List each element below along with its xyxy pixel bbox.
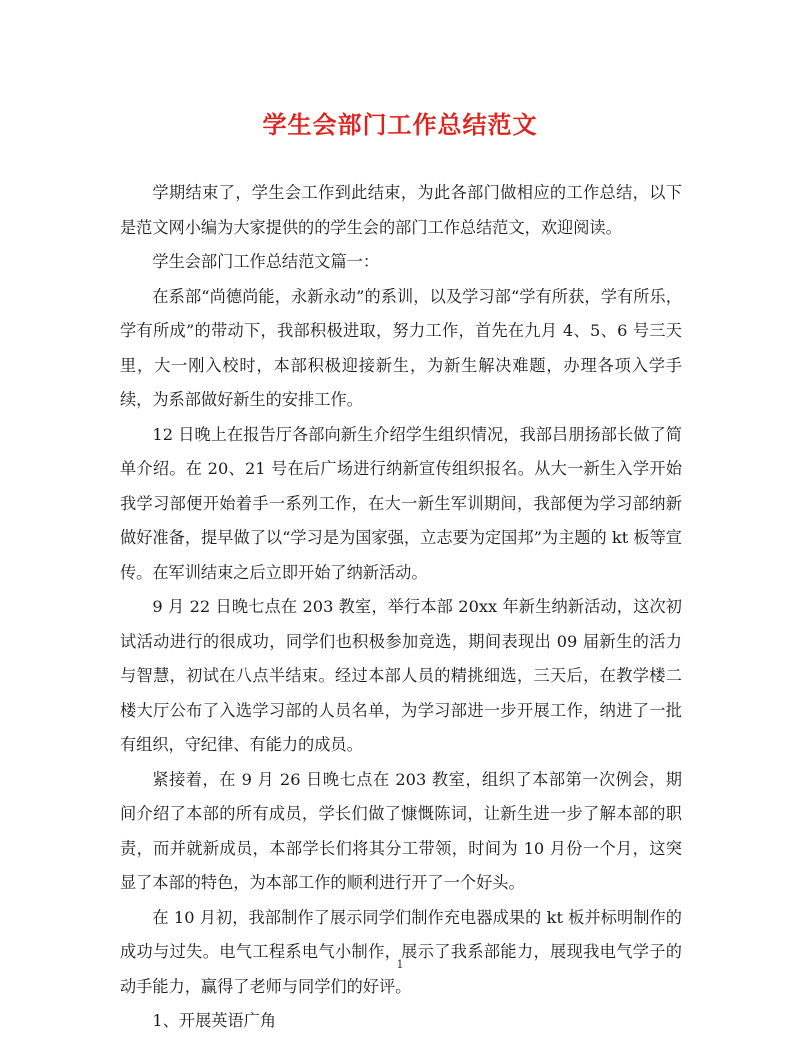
paragraph-recruitment-promotion: 12 日晚上在报告厅各部向新生介绍学生组织情况，我部吕朋扬部长做了简单介绍。在 20、21 号在后广场进行纳新宣传组织报名。从大一新生入学开始我学习部便开始着手一系列工作，在大一新生军训期间，我部便为学习部纳新做好准备，提早做了以“学习是为国家强，立志要为定国邦”为主题的 kt 板等宣传。在军训结束之后立即开始了纳新活动。 [120, 424, 682, 582]
paragraph-recruitment-event: 9 月 22 日晚七点在 203 教室，举行本部 20xx 年新生纳新活动，这次初试活动进行的很成功，同学们也积极参加竞选，期间表现出 09 届新生的活力与智慧，初试在八点半结束。经过本部人员的精挑细选，三天后，在教学楼二楼大厅公布了入选学习部的人员名单，为学习部进一步开展工作，纳进了一批有组织，守纪律、有能力的成员。 [120, 597, 682, 754]
paragraph-welcome-new-students: 在系部“尚德尚能，永新永动”的系训，以及学习部“学有所获，学有所乐，学有所成”的带动下，我部积极进取，努力工作，首先在九月 4、5、6 号三天里，大一刚入校时，本部积极迎接新生，为新生解决难题，办理各项入学手续，为系部做好新生的安排工作。 [120, 286, 682, 409]
paragraph-first-meeting: 紧接着，在 9 月 26 日晚七点在 203 教室，组织了本部第一次例会，期间介绍了本部的所有成员，学长们做了慷慨陈词，让新生进一步了解本部的职责，而并就新成员，本部学长们将其分工带领，时间为 10 月份一个月，这突显了本部的特色，为本部工作的顺利进行开了一个好头。 [120, 769, 682, 892]
paragraph-intro: 学期结束了，学生会工作到此结束，为此各部门做相应的工作总结，以下是范文网小编为大家提供的的学生会的部门工作总结范文，欢迎阅读。 [120, 183, 682, 237]
document-body [120, 176, 682, 1039]
paragraph-section-heading: 学生会部门工作总结范文篇一： [152, 252, 380, 271]
page-number: 1 [396, 958, 404, 971]
document-title: 学生会部门工作总结范文 [262, 110, 538, 139]
paragraph-october-exhibition: 在 10 月初，我部制作了展示同学们制作充电器成果的 kt 板并标明制作的成功与过失。电气工程系电气小制作，展示了我系部能力，展现我电气学子的动手能力，赢得了老师与同学们的好评。 [120, 907, 682, 996]
paragraph-english-corner: 1、开展英语广角 [152, 1011, 277, 1030]
